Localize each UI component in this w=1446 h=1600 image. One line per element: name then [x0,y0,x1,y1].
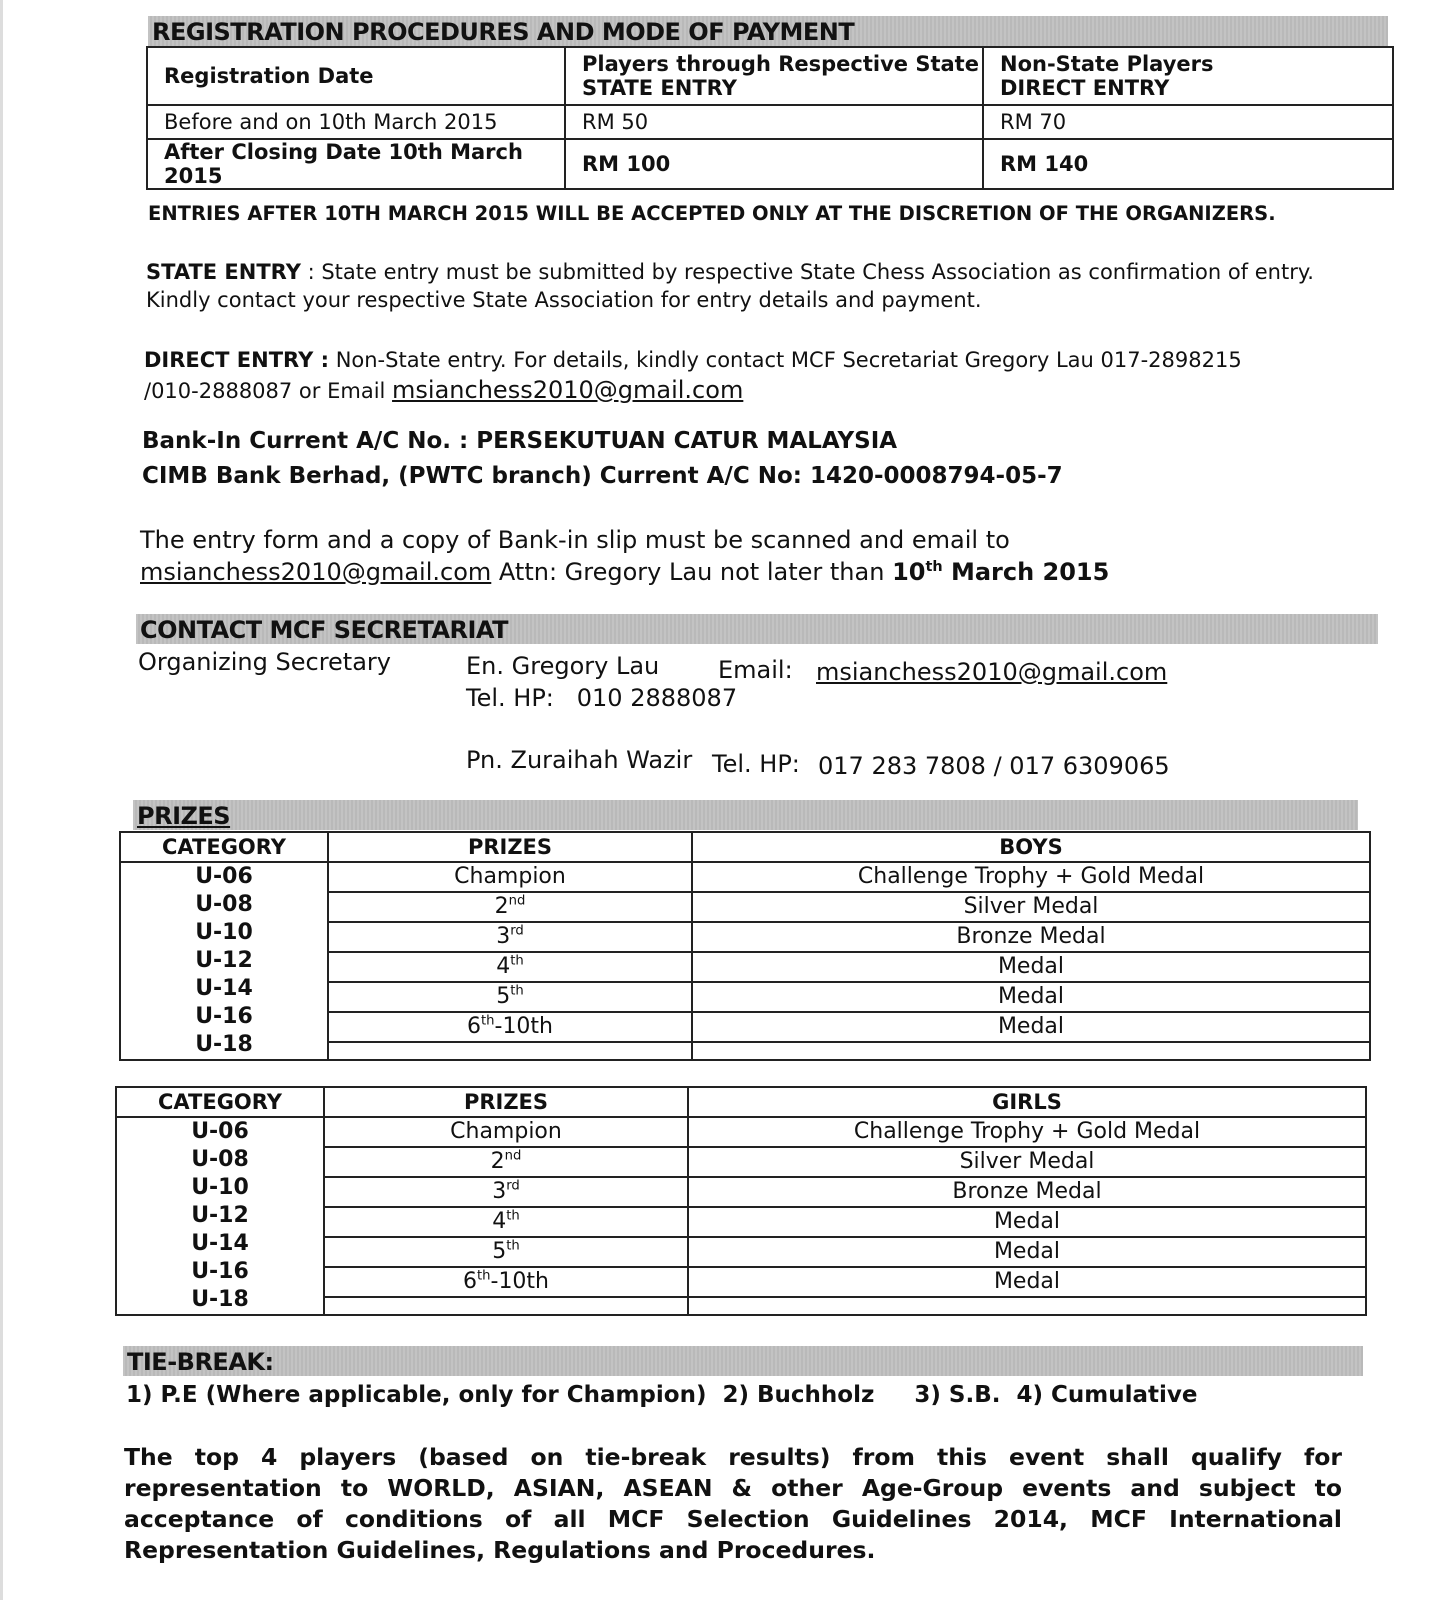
boys-category-list [120,862,328,1060]
contact-tel-2: 017 283 7808 / 017 6309065 [818,752,1170,780]
col-direct-entry: Non-State Players DIRECT ENTRY [983,47,1393,105]
table-row [147,105,1393,139]
row-date: Before and on 10th March 2015 [147,105,565,139]
place-cell: 2nd [324,1147,688,1177]
award-cell: Silver Medal [692,892,1370,922]
col-state-entry: Players through Respective State STATE ENTRY [565,47,983,105]
scan-edge [0,0,3,1600]
award-cell: Medal [692,1012,1370,1042]
prizes-heading: PRIZES [137,802,231,830]
row-date: After Closing Date 10th March 2015 [147,139,565,189]
state-entry-text: State entry must be submitted by respective State Chess Association as confirmation of entry. Kindly contact your respective State Association for entry details and payment. [146,260,1314,312]
girls-prizes-header: PRIZES [324,1087,688,1117]
award-cell: Challenge Trophy + Gold Medal [692,862,1370,892]
direct-entry-label: DIRECT ENTRY : [144,348,329,372]
award-cell: Challenge Trophy + Gold Medal [688,1117,1366,1147]
contact-heading-bar [136,614,1378,644]
row-state-fee: RM 100 [565,139,983,189]
category-item: U-16 [195,1004,253,1029]
award-cell: Medal [688,1207,1366,1237]
category-item: U-06 [195,864,253,889]
place-cell: 6th-10th [324,1267,688,1297]
place-cell: Champion [328,862,692,892]
boys-prizes-header: PRIZES [328,832,692,862]
contact-role: Organizing Secretary [138,648,391,676]
boys-awards-header: BOYS [692,832,1370,862]
prizes-heading-bar [133,800,1358,830]
row-direct-fee: RM 70 [983,105,1393,139]
state-entry-label: STATE ENTRY [146,260,301,284]
category-item: U-18 [191,1287,249,1312]
bank-line-1: Bank-In Current A/C No. : PERSEKUTUAN CATUR MALAYSIA [142,428,898,454]
contact-heading: CONTACT MCF SECRETARIAT [140,616,509,644]
category-item: U-12 [191,1203,249,1228]
place-cell: 4th [328,952,692,982]
category-item: U-08 [191,1147,249,1172]
row-direct-fee: RM 140 [983,139,1393,189]
place-cell: Champion [324,1117,688,1147]
girls-awards-header: GIRLS [688,1087,1366,1117]
direct-entry-email-link[interactable]: msianchess2010@gmail.com [392,376,744,404]
place-cell: 2nd [328,892,692,922]
category-item: U-08 [195,892,253,917]
discretion-notice: ENTRIES AFTER 10TH MARCH 2015 WILL BE ACCEPTED ONLY AT THE DISCRETION OF THE ORGANIZERS. [148,202,1276,225]
category-item: U-14 [191,1231,249,1256]
contact-name-1: En. Gregory Lau [466,652,660,680]
category-item: U-14 [195,976,253,1001]
contact-tel-1: Tel. HP: 010 2888087 [466,684,738,712]
award-cell: Bronze Medal [688,1177,1366,1207]
entry-form-email-link[interactable]: msianchess2010@gmail.com [140,558,492,586]
entry-form-note: The entry form and a copy of Bank-in slip must be scanned and email to msianchess2010@gmail.com Attn: Gregory Lau not later than 10th March 2015 [140,526,1110,586]
place-cell: 6th-10th [328,1012,692,1042]
award-cell: Silver Medal [688,1147,1366,1177]
place-cell: 3rd [324,1177,688,1207]
category-item: U-10 [191,1175,249,1200]
award-cell: Medal [692,982,1370,1012]
tiebreak-heading-bar [123,1346,1363,1376]
contact-email-label: Email: [718,656,793,684]
category-item: U-10 [195,920,253,945]
contact-tel-2-label: Tel. HP: [712,750,800,778]
direct-entry-note [144,345,1294,406]
bank-line-2: CIMB Bank Berhad, (PWTC branch) Current A/C No: 1420-0008794-05-7 [142,463,1063,489]
tiebreak-heading: TIE-BREAK: [127,1348,274,1376]
place-cell: 5th [328,982,692,1012]
category-item: U-18 [195,1032,253,1057]
row-state-fee: RM 50 [565,105,983,139]
contact-name-2: Pn. Zuraihah Wazir [466,746,693,774]
girls-category-header: CATEGORY [116,1087,324,1117]
girls-category-list [116,1117,324,1315]
registration-table [146,46,1394,190]
qualification-note: The top 4 players (based on tie-break results) from this event shall qualify for representation to WORLD, ASIAN, ASEAN & other Age-Group events and subject to acceptance of conditions of all MCF Selection Guidelines 2014, MCF International Representation Guidelines, Regulations and Procedures. [124,1443,1342,1564]
table-row [147,139,1393,189]
award-cell: Medal [688,1237,1366,1267]
category-item: U-16 [191,1259,249,1284]
place-cell: 5th [324,1237,688,1267]
girls-prize-table [115,1086,1367,1312]
place-cell: 3rd [328,922,692,952]
state-entry-note: STATE ENTRY : State entry must be submitted by respective State Chess Association as confirmation of entry. Kindly contact your respective State Association for entry details and payment. [146,260,1314,312]
direct-entry-text: Non-State entry. For details, kindly contact MCF Secretariat Gregory Lau 017-2898215 /010-2888087 or Email [144,348,1242,403]
col-registration-date: Registration Date [147,47,565,105]
category-item: U-12 [195,948,253,973]
tiebreak-items: 1) P.E (Where applicable, only for Champion) 2) Buchholz 3) S.B. 4) Cumulative [126,1382,1198,1408]
boys-prize-table [119,831,1371,1057]
award-cell: Medal [688,1267,1366,1297]
award-cell: Medal [692,952,1370,982]
place-cell: 4th [324,1207,688,1237]
category-item: U-06 [191,1119,249,1144]
registration-heading-bar [148,16,1388,46]
award-cell: Bronze Medal [692,922,1370,952]
contact-email-link[interactable]: msianchess2010@gmail.com [816,658,1168,686]
registration-heading: REGISTRATION PROCEDURES AND MODE OF PAYMENT [152,18,855,46]
boys-category-header: CATEGORY [120,832,328,862]
